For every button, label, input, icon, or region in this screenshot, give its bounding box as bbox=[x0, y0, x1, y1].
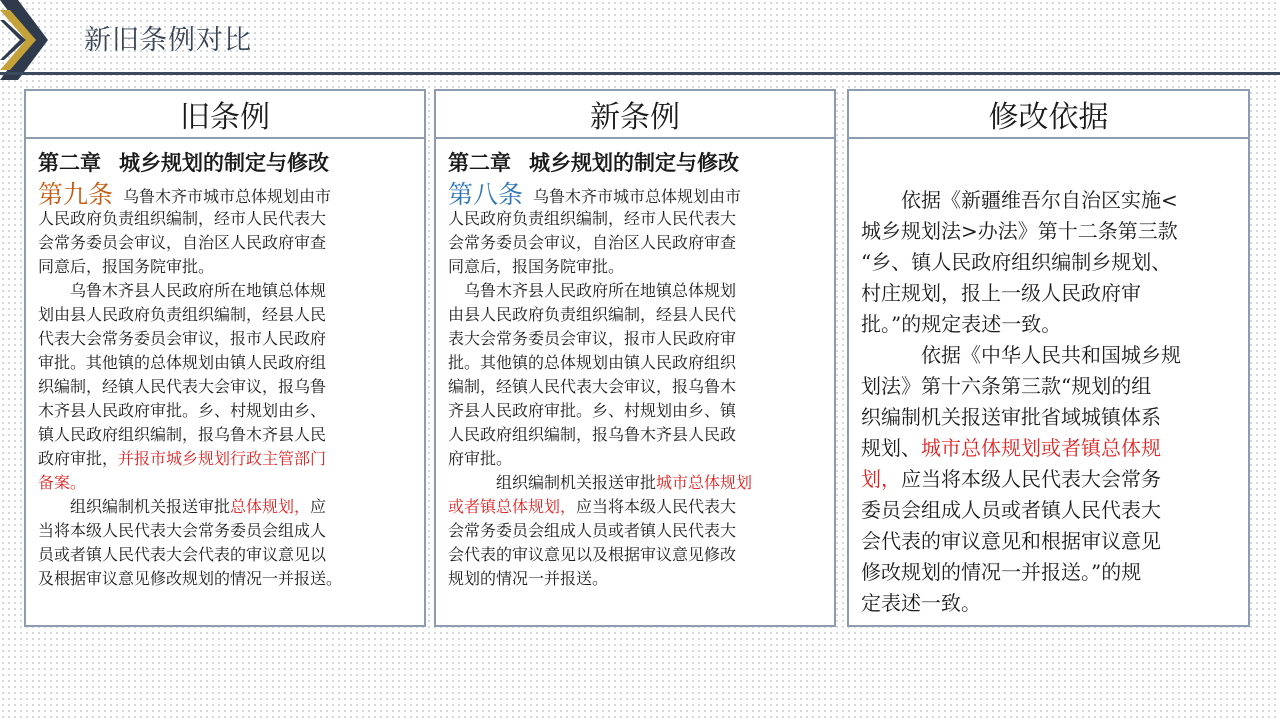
line-text: 乌鲁木齐县人民政府所在地镇总体规划 bbox=[448, 281, 737, 300]
line-text: 城乡规划法>办法》第十二条第三款 bbox=[861, 219, 1178, 243]
line-text: 镇人民政府组织编制，报乌鲁木齐县人民 bbox=[38, 425, 327, 444]
text-line bbox=[448, 423, 822, 447]
text-line bbox=[448, 255, 822, 279]
basis-panel-heading: 修改依据 bbox=[849, 91, 1248, 139]
line-text: 乌鲁木齐县人民政府所在地镇总体规 bbox=[38, 281, 327, 300]
text-line bbox=[38, 303, 412, 327]
highlighted-text: 备案。 bbox=[38, 473, 87, 492]
line-text: 乌鲁木齐市城市总体规划由市 bbox=[123, 187, 332, 206]
old-panel-heading: 旧条例 bbox=[26, 91, 424, 139]
title-divider bbox=[0, 72, 1280, 75]
old-article-number: 第九条 bbox=[38, 180, 114, 209]
line-text: 织编制机关报送审批省域城镇体系 bbox=[861, 405, 1161, 429]
text-line bbox=[38, 399, 412, 423]
text-line bbox=[861, 247, 1236, 278]
line-text: 委员会组成人员或者镇人民代表大 bbox=[861, 498, 1161, 522]
line-text: “乡、镇人民政府组织编制乡规划、 bbox=[861, 250, 1172, 274]
text-line bbox=[38, 279, 412, 303]
line-text: 人民政府组织编制，报乌鲁木齐县人民政 bbox=[448, 425, 737, 444]
old-chapter-number: 第二章 bbox=[38, 151, 101, 175]
old-regulation-panel bbox=[24, 89, 426, 627]
highlighted-text: 划， bbox=[861, 467, 901, 491]
old-chapter-title bbox=[38, 147, 412, 177]
line-text: 编制，经镇人民代表大会审议，报乌鲁木 bbox=[448, 377, 737, 396]
line-text: 织编制，经镇人民代表大会审议，报乌鲁 bbox=[38, 377, 327, 396]
text-line bbox=[448, 471, 822, 495]
line-text: 依据《新疆维吾尔自治区实施< bbox=[861, 188, 1178, 212]
line-text: 规划、 bbox=[861, 436, 921, 460]
text-line bbox=[861, 216, 1236, 247]
text-line bbox=[38, 375, 412, 399]
highlighted-text: 城市总体规划 bbox=[656, 473, 753, 492]
text-line bbox=[448, 180, 822, 209]
text-line bbox=[861, 185, 1236, 216]
line-text: 当将本级人民代表大会常务委员会组成人 bbox=[38, 521, 327, 540]
text-line bbox=[448, 567, 822, 591]
line-text: 审批。其他镇的总体规划由镇人民政府组 bbox=[38, 353, 327, 372]
line-text: 同意后，报国务院审批。 bbox=[448, 257, 625, 276]
line-text: 划由县人民政府负责组织编制，经县人民 bbox=[38, 305, 327, 324]
line-text: 会常务委员会审议，自治区人民政府审查 bbox=[448, 233, 737, 252]
text-line bbox=[38, 543, 412, 567]
text-line bbox=[861, 278, 1236, 309]
text-line bbox=[38, 327, 412, 351]
new-chapter-name: 城乡规划的制定与修改 bbox=[529, 151, 739, 175]
line-text: 由县人民政府负责组织编制，经县人民代 bbox=[448, 305, 737, 324]
text-line bbox=[861, 495, 1236, 526]
text-line bbox=[448, 231, 822, 255]
text-line bbox=[861, 588, 1236, 619]
text-line bbox=[448, 351, 822, 375]
text-line bbox=[861, 526, 1236, 557]
text-line bbox=[448, 327, 822, 351]
text-line bbox=[38, 423, 412, 447]
new-chapter-number: 第二章 bbox=[448, 151, 511, 175]
new-regulation-panel bbox=[434, 89, 836, 627]
text-line bbox=[38, 519, 412, 543]
text-line bbox=[38, 255, 412, 279]
text-line bbox=[448, 447, 822, 471]
line-text: 表大会常务委员会审议，报市人民政府审 bbox=[448, 329, 737, 348]
text-line bbox=[38, 207, 412, 231]
line-text: 会代表的审议意见以及根据审议意见修改 bbox=[448, 545, 737, 564]
line-text: 组织编制机关报送审批 bbox=[448, 473, 657, 492]
line-text: 批。”的规定表述一致。 bbox=[861, 312, 1062, 336]
line-text: 代表大会常务委员会审议，报市人民政府 bbox=[38, 329, 327, 348]
text-line bbox=[448, 543, 822, 567]
line-text: 应 bbox=[310, 497, 327, 516]
new-chapter-title bbox=[448, 147, 822, 177]
text-line bbox=[448, 495, 822, 519]
line-text: 村庄规划，报上一级人民政府审 bbox=[861, 281, 1141, 305]
line-text: 批。其他镇的总体规划由镇人民政府组织 bbox=[448, 353, 737, 372]
line-text: 员或者镇人民代表大会代表的审议意见以 bbox=[38, 545, 327, 564]
highlighted-text: 或者镇总体规划， bbox=[448, 497, 577, 516]
line-text: 定表述一致。 bbox=[861, 591, 981, 615]
text-line bbox=[38, 231, 412, 255]
line-text: 会常务委员会组成人员或者镇人民代表大 bbox=[448, 521, 737, 540]
text-line bbox=[861, 340, 1236, 371]
text-line bbox=[38, 351, 412, 375]
line-text: 组织编制机关报送审批 bbox=[38, 497, 231, 516]
line-text: 同意后，报国务院审批。 bbox=[38, 257, 215, 276]
text-line bbox=[448, 519, 822, 543]
text-line bbox=[38, 447, 412, 471]
text-line bbox=[38, 567, 412, 591]
text-line bbox=[861, 433, 1236, 464]
text-line bbox=[861, 309, 1236, 340]
highlighted-text: 总体规划， bbox=[230, 497, 311, 516]
line-text: 划法》第十六条第三款“规划的组 bbox=[861, 374, 1152, 398]
line-text: 人民政府负责组织编制，经市人民代表大 bbox=[38, 209, 327, 228]
line-text: 会代表的审议意见和根据审议意见 bbox=[861, 529, 1161, 553]
text-line bbox=[861, 371, 1236, 402]
line-text: 依据《中华人民共和国城乡规 bbox=[861, 343, 1181, 367]
line-text: 府审批。 bbox=[448, 449, 513, 468]
line-text: 人民政府负责组织编制，经市人民代表大 bbox=[448, 209, 737, 228]
line-text: 会常务委员会审议，自治区人民政府审查 bbox=[38, 233, 327, 252]
basis-panel bbox=[847, 89, 1250, 627]
line-text: 政府审批， bbox=[38, 449, 119, 468]
text-line bbox=[38, 180, 412, 209]
text-line bbox=[38, 471, 412, 495]
text-line bbox=[38, 495, 412, 519]
old-article-text bbox=[38, 180, 412, 591]
line-text: 齐县人民政府审批。乡、村规划由乡、镇 bbox=[448, 401, 737, 420]
highlighted-text: 城市总体规划或者镇总体规 bbox=[921, 436, 1161, 460]
text-line bbox=[448, 399, 822, 423]
text-line bbox=[861, 464, 1236, 495]
new-article-number: 第八条 bbox=[448, 180, 524, 209]
text-line bbox=[861, 402, 1236, 433]
text-line bbox=[861, 557, 1236, 588]
old-chapter-name: 城乡规划的制定与修改 bbox=[119, 151, 329, 175]
line-text: 及根据审议意见修改规划的情况一并报送。 bbox=[38, 569, 343, 588]
line-text: 修改规划的情况一并报送。”的规 bbox=[861, 560, 1142, 584]
text-line bbox=[448, 303, 822, 327]
line-text: 乌鲁木齐市城市总体规划由市 bbox=[533, 187, 742, 206]
highlighted-text: 并报市城乡规划行政主管部门 bbox=[118, 449, 327, 468]
text-line bbox=[448, 375, 822, 399]
new-article-text bbox=[448, 180, 822, 591]
text-line bbox=[448, 207, 822, 231]
line-text: 应当将本级人民代表大 bbox=[576, 497, 737, 516]
text-line bbox=[448, 279, 822, 303]
basis-text bbox=[861, 145, 1236, 619]
new-panel-heading: 新条例 bbox=[436, 91, 834, 139]
line-text: 应当将本级人民代表大会常务 bbox=[901, 467, 1161, 491]
page-title: 新旧条例对比 bbox=[84, 25, 252, 56]
chevron-logo-icon bbox=[0, 0, 50, 95]
line-text: 规划的情况一并报送。 bbox=[448, 569, 609, 588]
line-text: 木齐县人民政府审批。乡、村规划由乡、 bbox=[38, 401, 327, 420]
